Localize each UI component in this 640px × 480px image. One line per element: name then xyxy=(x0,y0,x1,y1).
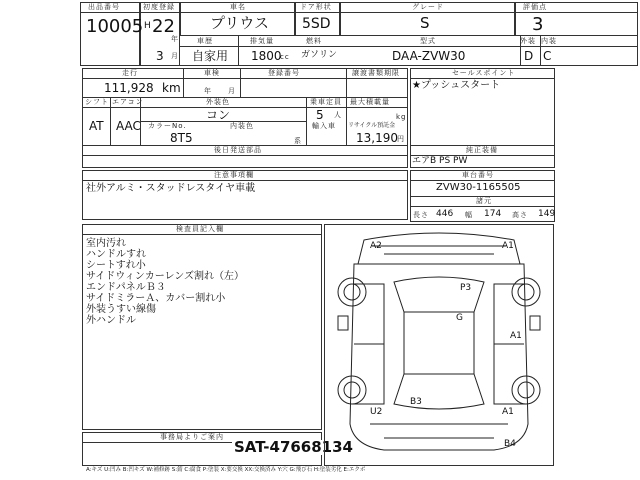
damage-mark: A1 xyxy=(510,331,522,341)
color-suffix: 系 xyxy=(294,137,302,145)
model-label: 型式 xyxy=(420,37,436,45)
hline xyxy=(82,78,408,79)
wheel-rear-left-hub xyxy=(344,382,360,398)
interior-grade: C xyxy=(543,49,552,63)
door: 5SD xyxy=(302,16,331,32)
equipment-label: 純正装備 xyxy=(466,146,498,154)
lot-no: 10005 xyxy=(86,16,144,37)
exterior-label: 外装 xyxy=(520,37,536,45)
color-no-label: カラーNo. xyxy=(148,122,187,130)
lot-no-label: 出品番号 xyxy=(88,3,120,11)
year: 22 xyxy=(152,16,175,37)
score-label: 評価点 xyxy=(523,3,547,11)
displacement: 1800 xyxy=(251,49,282,63)
length: 446 xyxy=(436,209,454,219)
ac-label: エアコン xyxy=(112,98,144,106)
damage-mark: B4 xyxy=(504,439,516,449)
vline xyxy=(238,36,239,66)
vline xyxy=(240,68,241,97)
seats: 5 xyxy=(316,108,324,122)
hline xyxy=(82,155,408,156)
hline xyxy=(82,107,408,108)
color-no: 8T5 xyxy=(170,131,193,145)
wheel-front-right xyxy=(512,278,540,306)
first-reg-label: 初度登録 xyxy=(143,3,175,11)
wheel-rear-left xyxy=(338,376,366,404)
mileage: 111,928 xyxy=(104,81,154,95)
vline xyxy=(346,68,347,97)
usage-label: 車歴 xyxy=(197,37,213,45)
height: 149 xyxy=(538,209,556,219)
notes-text: 社外アルミ・スタッドレスタイヤ車載 xyxy=(86,183,256,194)
front-bumper-outline xyxy=(358,233,520,264)
remark-line: エンドパネルＢ３ xyxy=(86,282,166,293)
hline xyxy=(410,78,555,79)
month-unit: 月 xyxy=(171,52,179,60)
right-mirror xyxy=(530,316,540,330)
interior-label: 内装 xyxy=(541,37,557,45)
height-label: 高さ xyxy=(512,211,528,219)
wheel-front-left xyxy=(338,278,366,306)
inspection-remarks xyxy=(86,238,244,326)
vline xyxy=(346,97,347,145)
shift: AT xyxy=(89,119,104,133)
remark-line: シートすれ小 xyxy=(86,260,146,271)
reg-no-label: 登録番号 xyxy=(268,69,300,77)
hline xyxy=(82,234,322,235)
door-label: ドア形状 xyxy=(300,3,332,11)
displacement-label: 排気量 xyxy=(250,37,274,45)
chassis-label: 車台番号 xyxy=(462,171,494,179)
car-name-label: 車名 xyxy=(230,3,246,11)
roof-outline xyxy=(404,312,474,374)
header-sub-line xyxy=(180,46,638,47)
wheel-rear-right-hub xyxy=(518,382,534,398)
vline xyxy=(183,68,184,97)
length-label: 長さ xyxy=(413,211,429,219)
damage-mark: G xyxy=(456,313,463,323)
width-label: 幅 xyxy=(465,211,473,219)
interior-color-label: 内装色 xyxy=(230,122,254,130)
vline xyxy=(110,97,111,145)
selling-points-text: ★プッシュスタート xyxy=(412,80,501,91)
wheel-front-right-hub xyxy=(518,284,534,300)
body-outline xyxy=(350,264,528,450)
remark-line: 室内汚れ xyxy=(86,238,126,249)
notes-label: 注意事項欄 xyxy=(214,171,254,179)
equipment-text: エアB PS PW xyxy=(412,156,468,166)
color: コン xyxy=(206,108,231,122)
stock-number: SAT-47668134 xyxy=(234,438,353,456)
exterior-grade: D xyxy=(524,49,534,63)
wheel-front-left-hub xyxy=(344,284,360,300)
era: H xyxy=(144,21,151,31)
remark-line: サイドミラーＡ、カバー割れ小 xyxy=(86,293,226,304)
displacement-unit: cc xyxy=(280,53,290,61)
inspection-label: 検査員記入欄 xyxy=(176,225,224,233)
remark-line: 外装うすい線傷 xyxy=(86,304,156,315)
hline xyxy=(82,180,408,181)
inspection-label: 車検 xyxy=(204,69,220,77)
office-label: 事務局よりご案内 xyxy=(160,433,224,441)
load-label: 最大積載量 xyxy=(350,98,390,106)
damage-mark: P3 xyxy=(460,283,472,293)
left-mirror xyxy=(338,316,348,330)
mileage-label: 走行 xyxy=(122,69,138,77)
recycle-label: 譲渡書類期限 xyxy=(352,69,400,77)
damage-mark: B3 xyxy=(410,397,422,407)
remark-line: サイドウィンカーレンズ割れ（左） xyxy=(86,271,244,282)
shift-label: シフト xyxy=(85,98,109,106)
inspection-year: 年 xyxy=(204,87,212,95)
grade-label: グレード xyxy=(412,3,444,11)
seats-unit: 人 xyxy=(334,111,342,119)
hline xyxy=(410,206,555,207)
dims-label: 諸元 xyxy=(476,197,492,205)
damage-mark: A1 xyxy=(502,407,514,417)
wheel-rear-right xyxy=(512,376,540,404)
chassis-value: ZVW30-1165505 xyxy=(436,182,521,193)
after-parts-label: 後日発送部品 xyxy=(214,146,262,154)
recycle-fee-unit: 円 xyxy=(397,135,405,143)
color-label: 外装色 xyxy=(206,98,230,106)
damage-mark: A1 xyxy=(502,241,514,251)
inspection-month: 月 xyxy=(228,87,236,95)
recycle-fee: 13,190 xyxy=(356,131,398,145)
rear-window-outline xyxy=(394,374,484,409)
model: DAA-ZVW30 xyxy=(392,49,466,63)
usage: 自家用 xyxy=(192,49,229,63)
damage-mark: A2 xyxy=(370,241,382,251)
month: 3 xyxy=(156,49,164,63)
vline xyxy=(306,97,307,145)
remark-line: 外ハンドル xyxy=(86,315,136,326)
load-unit: kg xyxy=(396,113,407,121)
import-label: 輸入車 xyxy=(312,122,336,130)
car-name: プリウス xyxy=(210,14,269,32)
grade: S xyxy=(420,14,430,32)
ac: AAC xyxy=(116,119,141,133)
recycle-fee-label: リサイクル預託金 xyxy=(348,122,396,129)
header-label-line xyxy=(80,12,638,13)
car-diagram xyxy=(324,224,554,466)
score: 3 xyxy=(532,14,544,35)
fuel: ガソリン xyxy=(301,50,338,60)
fuel-label: 燃料 xyxy=(306,37,322,45)
seats-label: 乗車定員 xyxy=(310,98,342,106)
remark-line: ハンドルすれ xyxy=(86,249,146,260)
mileage-unit: km xyxy=(162,81,181,95)
damage-legend: A:キズ U:凹み B:凹キズ W:補修跡 S:錆 C:腐食 P:塗装 X:要交換 XX:交換済み Y:穴 G:飛び石 H:塗装劣化 E:エクボ xyxy=(86,467,366,473)
hline xyxy=(410,180,555,181)
damage-mark: U2 xyxy=(370,407,383,417)
year-unit: 年 xyxy=(171,35,179,43)
selling-points-label: セールスポイント xyxy=(452,69,516,77)
width: 174 xyxy=(484,209,502,219)
